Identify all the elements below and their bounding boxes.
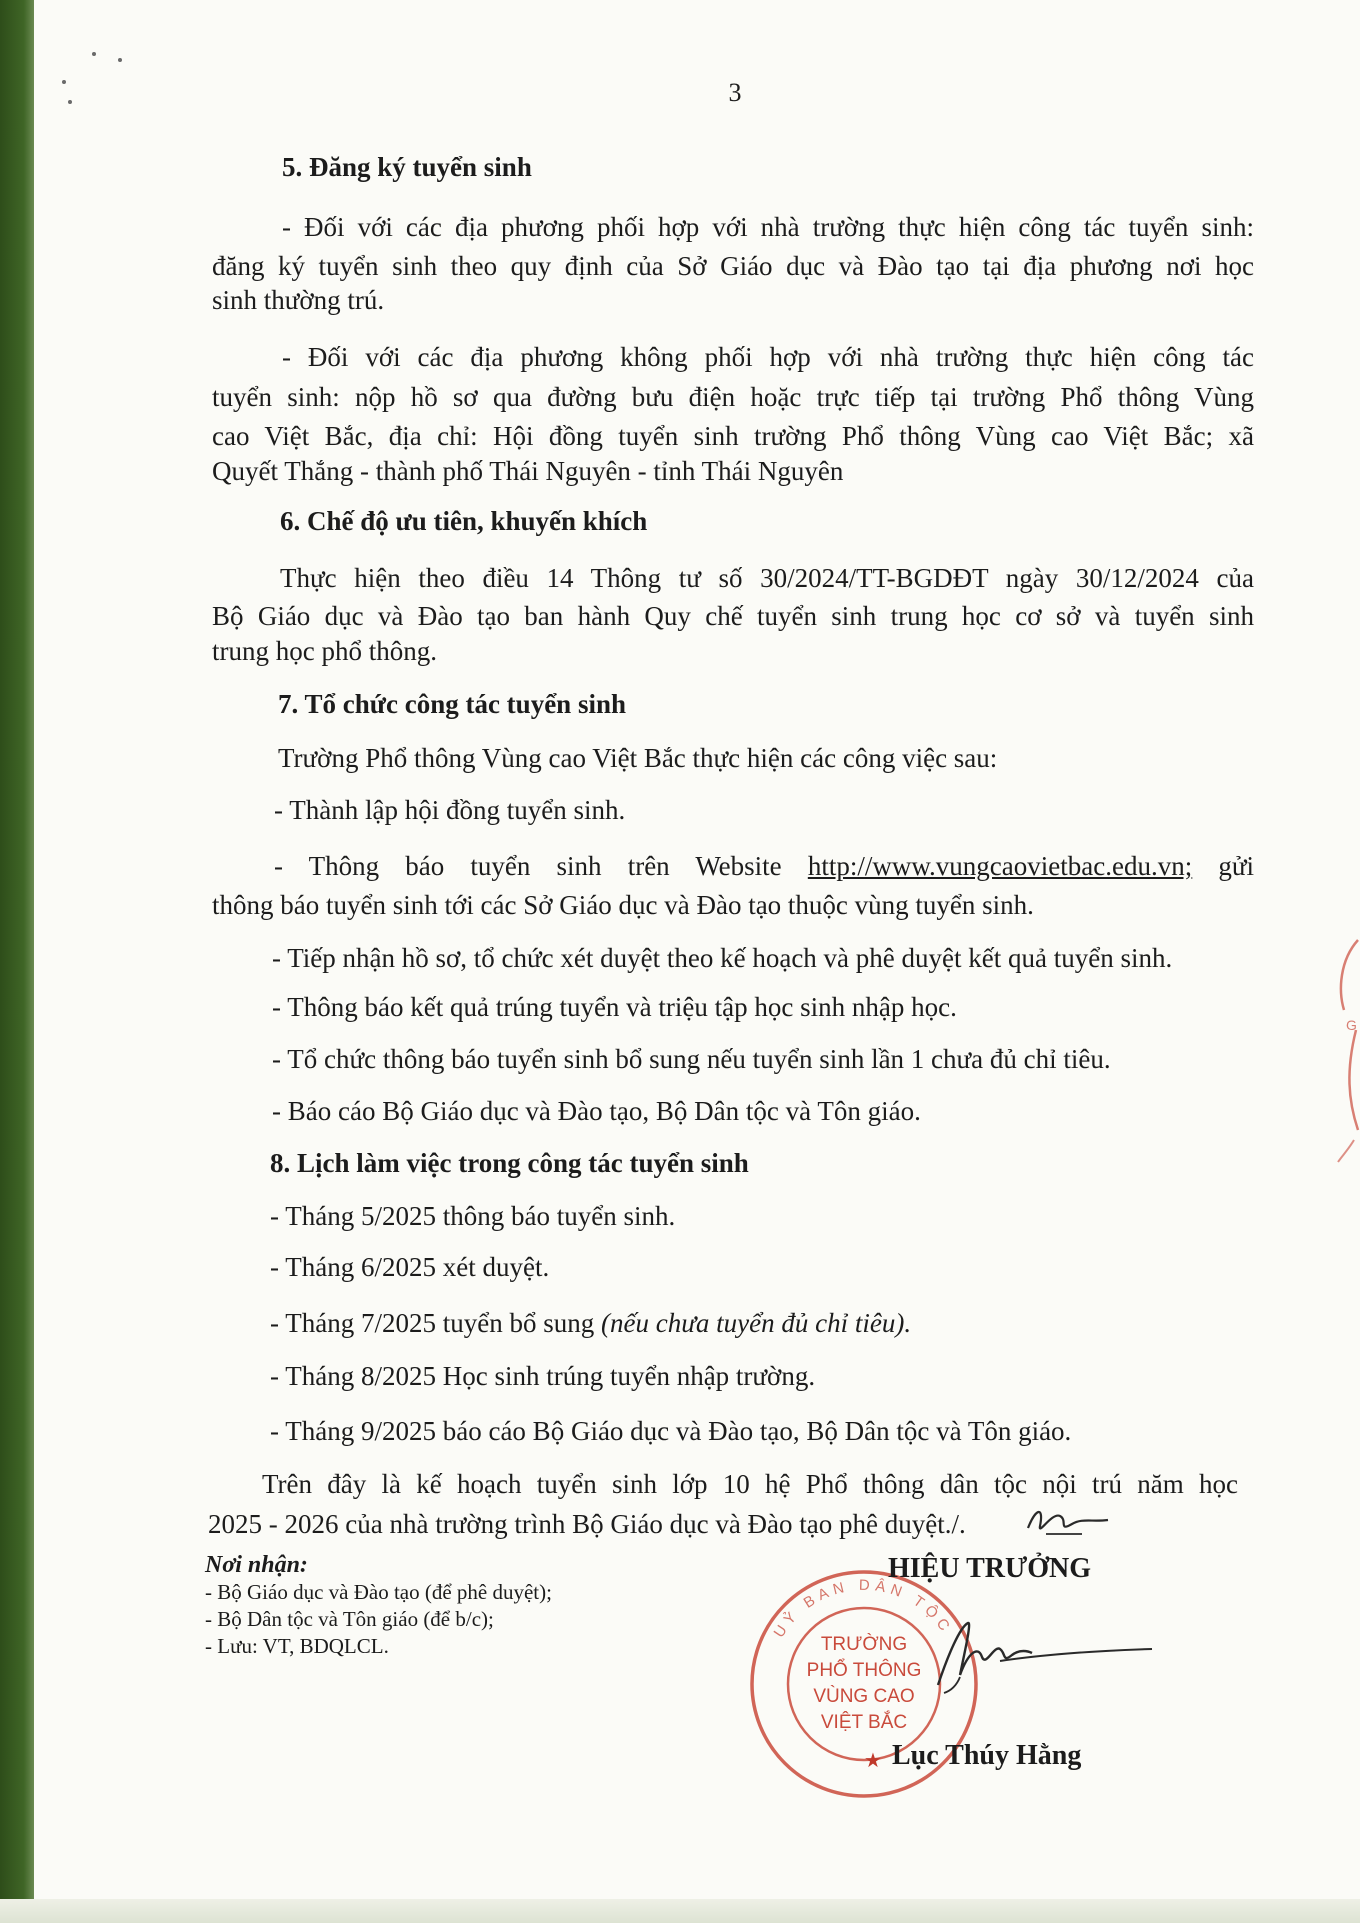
scan-speck — [92, 52, 96, 56]
page-number: 3 — [728, 78, 742, 107]
section-5-p2-line: tuyển sinh: nộp hồ sơ qua đường bưu điện hoặc trực tiếp tại trường Phổ thông Vùng — [212, 382, 1254, 412]
section-7-intro: Trường Phổ thông Vùng cao Việt Bắc thực hiện các công việc sau: — [278, 743, 998, 773]
closing-line: Trên đây là kế hoạch tuyển sinh lớp 10 hệ Phổ thông dân tộc nội trú năm học — [262, 1469, 1238, 1499]
section-8-item: - Tháng 6/2025 xét duyệt. — [270, 1252, 550, 1282]
signature-title: HIỆU TRƯỞNG — [888, 1553, 1092, 1584]
scan-bottom-edge — [0, 1899, 1360, 1923]
svg-text:G: G — [1346, 1017, 1357, 1033]
stamp-line: TRƯỜNG — [820, 1634, 908, 1655]
section-8-item3-prefix: - Tháng 7/2025 tuyển bổ sung — [270, 1308, 595, 1338]
section-7-item — [274, 849, 1254, 883]
section-8-item: - Tháng 5/2025 thông báo tuyển sinh. — [270, 1201, 676, 1231]
section-6-line: Bộ Giáo dục và Đào tạo ban hành Quy chế tuyển sinh trung học cơ sở và tuyển sinh — [212, 601, 1254, 631]
section-7-item: - Thành lập hội đồng tuyển sinh. — [274, 795, 626, 825]
section-7-item2-suffix: gửi — [1218, 851, 1255, 881]
section-8-item: - Tháng 9/2025 báo cáo Bộ Giáo dục và Đào tạo, Bộ Dân tộc và Tôn giáo. — [270, 1416, 1072, 1446]
stamp-star-icon: ★ — [864, 1750, 882, 1772]
section-7-item2-prefix: - Thông báo tuyển sinh trên Website — [274, 851, 782, 881]
stamp-ring-path: UỶ BAN DÂN TỘC — [770, 1576, 956, 1641]
scan-speck — [118, 58, 122, 62]
section-6-heading: 6. Chế độ ưu tiên, khuyến khích — [280, 506, 648, 536]
scan-edge — [0, 0, 34, 1923]
section-8-item — [270, 1306, 911, 1340]
closing-line: 2025 - 2026 của nhà trường trình Bộ Giáo dục và Đào tạo phê duyệt./. — [208, 1509, 966, 1539]
section-6-line: Thực hiện theo điều 14 Thông tư số 30/2024/TT-BGDĐT ngày 30/12/2024 của — [280, 563, 1254, 593]
section-8-item: - Tháng 8/2025 Học sinh trúng tuyển nhập trường. — [270, 1361, 816, 1391]
section-7-item: - Thông báo kết quả trúng tuyển và triệu tập học sinh nhập học. — [272, 992, 957, 1022]
recipient-item: - Bộ Giáo dục và Đào tạo (để phê duyệt); — [205, 1580, 552, 1604]
stamp-line: VIỆT BẮC — [820, 1712, 908, 1733]
section-7-item: - Tiếp nhận hồ sơ, tổ chức xét duyệt theo kế hoạch và phê duyệt kết quả tuyển sinh. — [272, 943, 1173, 973]
section-5-heading: 5. Đăng ký tuyển sinh — [282, 152, 532, 182]
section-8-heading: 8. Lịch làm việc trong công tác tuyển sinh — [270, 1148, 749, 1178]
section-5-p2-line: cao Việt Bắc, địa chỉ: Hội đồng tuyển sinh trường Phổ thông Vùng cao Việt Bắc; xã — [212, 421, 1254, 451]
recipients-block — [205, 1552, 552, 1660]
initial-mark — [1022, 1498, 1112, 1544]
handwritten-signature — [920, 1615, 1160, 1695]
section-5-p1-line: - Đối với các địa phương phối hợp với nhà trường thực hiện công tác tuyển sinh: — [282, 212, 1254, 242]
signer-name: Lục Thúy Hằng — [892, 1740, 1082, 1771]
stamp-line: PHỔ THÔNG — [806, 1660, 922, 1681]
section-7-item: - Báo cáo Bộ Giáo dục và Đào tạo, Bộ Dân tộc và Tôn giáo. — [272, 1096, 921, 1126]
section-6-line: trung học phổ thông. — [212, 636, 437, 666]
recipients-title: Nơi nhận: — [205, 1552, 308, 1578]
margin-seal-fragment — [1318, 930, 1360, 1170]
section-7-heading: 7. Tổ chức công tác tuyển sinh — [278, 689, 626, 719]
section-5-p2-line: Quyết Thắng - thành phố Thái Nguyên - tỉnh Thái Nguyên — [212, 456, 844, 486]
section-5-p1-line: sinh thường trú. — [212, 285, 385, 315]
section-5-p1-line: đăng ký tuyển sinh theo quy định của Sở Giáo dục và Đào tạo tại địa phương nơi học — [212, 251, 1254, 281]
section-5-p2-line: - Đối với các địa phương không phối hợp với nhà trường thực hiện công tác — [282, 342, 1254, 372]
section-7-item: thông báo tuyển sinh tới các Sở Giáo dục và Đào tạo thuộc vùng tuyển sinh. — [212, 890, 1034, 920]
recipient-item: - Lưu: VT, BDQLCL. — [205, 1634, 389, 1658]
stamp-line: VÙNG CAO — [813, 1686, 915, 1707]
website-link[interactable]: http://www.vungcaovietbac.edu.vn; — [807, 851, 1193, 881]
recipient-item: - Bộ Dân tộc và Tôn giáo (để b/c); — [205, 1607, 494, 1631]
section-8-item3-note: (nếu chưa tuyển đủ chỉ tiêu). — [600, 1308, 912, 1338]
section-7-item: - Tổ chức thông báo tuyển sinh bổ sung nếu tuyển sinh lần 1 chưa đủ chỉ tiêu. — [272, 1044, 1111, 1074]
